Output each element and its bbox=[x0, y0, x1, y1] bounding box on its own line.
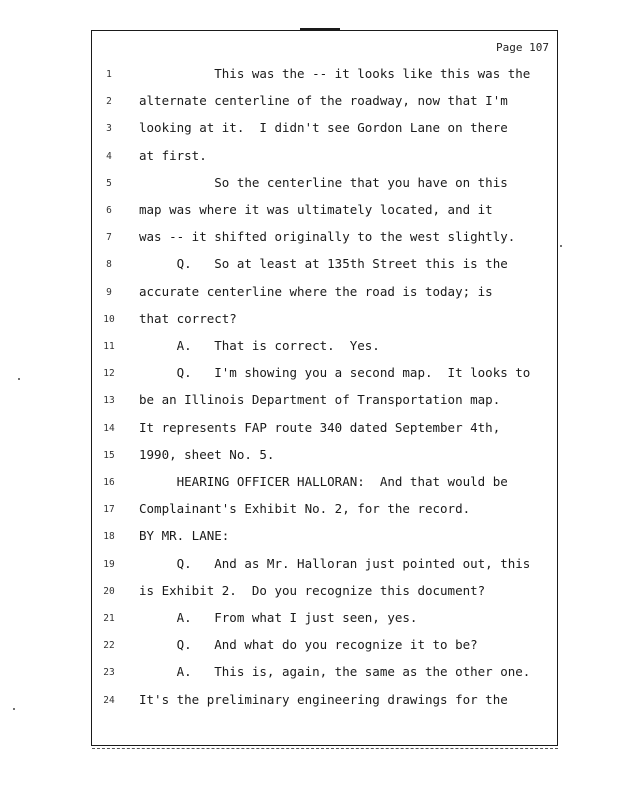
line-text: alternate centerline of the roadway, now that I'm bbox=[139, 93, 508, 109]
scan-speck bbox=[13, 708, 15, 710]
line-number: 6 bbox=[106, 205, 112, 216]
line-text: It represents FAP route 340 dated September 4th, bbox=[139, 419, 501, 435]
line-number: 2 bbox=[106, 96, 112, 108]
transcript-line bbox=[92, 664, 557, 684]
bottom-scan-border bbox=[92, 748, 558, 749]
line-number: 8 bbox=[106, 259, 112, 271]
line-number: 4 bbox=[106, 150, 112, 162]
line-text: Q. So at least at 135th Street this is the bbox=[139, 256, 508, 272]
transcript-line bbox=[92, 692, 557, 712]
transcript-line bbox=[92, 474, 557, 494]
line-number: 22 bbox=[103, 640, 115, 652]
line-text: So the centerline that you have on this bbox=[139, 174, 508, 190]
line-text: looking at it. I didn't see Gordon Lane on there bbox=[139, 120, 508, 136]
line-number: 18 bbox=[103, 531, 115, 543]
transcript-line bbox=[92, 229, 557, 249]
line-number: 13 bbox=[103, 395, 115, 407]
transcript-line bbox=[92, 93, 557, 113]
line-text: Q. And what do you recognize it to be? bbox=[139, 637, 478, 653]
transcript-line bbox=[92, 610, 557, 630]
line-text: that correct? bbox=[139, 310, 237, 326]
transcript-line bbox=[92, 175, 557, 195]
line-number: 7 bbox=[106, 232, 112, 244]
transcript-line bbox=[92, 120, 557, 140]
transcript-line bbox=[92, 148, 557, 168]
line-text: accurate centerline where the road is today; is bbox=[139, 283, 493, 299]
line-number: 12 bbox=[103, 368, 115, 380]
line-text: A. That is correct. Yes. bbox=[139, 338, 380, 353]
scan-speck bbox=[560, 245, 562, 247]
line-text: was -- it shifted originally to the west slightly. bbox=[139, 229, 516, 245]
transcript-line bbox=[92, 202, 557, 222]
transcript-line bbox=[92, 284, 557, 304]
transcript-line bbox=[92, 311, 557, 331]
scan-speck bbox=[18, 378, 20, 380]
transcript-line bbox=[92, 637, 557, 657]
transcript-body bbox=[92, 31, 557, 745]
line-text: Q. I'm showing you a second map. It looks to bbox=[139, 365, 531, 381]
line-text: A. This is, again, the same as the other one. bbox=[139, 664, 531, 680]
line-number: 1 bbox=[106, 69, 112, 80]
line-number: 3 bbox=[106, 123, 112, 135]
transcript-line bbox=[92, 338, 557, 358]
line-text: at first. bbox=[139, 147, 207, 163]
page-number: Page 107 bbox=[496, 41, 549, 54]
line-number: 19 bbox=[103, 558, 115, 570]
line-text: This was the -- it looks like this was the bbox=[139, 66, 531, 81]
line-text: BY MR. LANE: bbox=[139, 528, 230, 544]
line-number: 24 bbox=[103, 694, 115, 706]
line-text: map was where it was ultimately located, and it bbox=[139, 202, 493, 217]
transcript-line bbox=[92, 583, 557, 603]
line-number: 5 bbox=[106, 177, 112, 189]
transcript-page bbox=[91, 30, 558, 746]
line-number: 11 bbox=[103, 341, 115, 352]
line-number: 10 bbox=[103, 313, 115, 325]
transcript-line bbox=[92, 556, 557, 576]
transcript-line bbox=[92, 501, 557, 521]
transcript-line bbox=[92, 420, 557, 440]
line-text: It's the preliminary engineering drawings for the bbox=[139, 691, 508, 707]
line-number: 21 bbox=[103, 613, 115, 624]
line-number: 17 bbox=[103, 504, 115, 516]
transcript-line bbox=[92, 256, 557, 276]
transcript-line bbox=[92, 447, 557, 467]
line-text: be an Illinois Department of Transportation map. bbox=[139, 392, 501, 408]
line-text: A. From what I just seen, yes. bbox=[139, 610, 418, 625]
line-text: Complainant's Exhibit No. 2, for the record. bbox=[139, 501, 471, 517]
line-number: 9 bbox=[106, 286, 112, 298]
line-number: 20 bbox=[103, 585, 115, 597]
line-text: is Exhibit 2. Do you recognize this document? bbox=[139, 582, 486, 598]
transcript-line bbox=[92, 392, 557, 412]
line-number: 14 bbox=[103, 422, 115, 434]
line-number: 16 bbox=[103, 477, 115, 488]
line-number: 15 bbox=[103, 449, 115, 461]
transcript-line bbox=[92, 528, 557, 548]
transcript-line bbox=[92, 365, 557, 385]
line-text: Q. And as Mr. Halloran just pointed out, this bbox=[139, 555, 531, 571]
line-text: 1990, sheet No. 5. bbox=[139, 446, 275, 462]
line-text: HEARING OFFICER HALLORAN: And that would be bbox=[139, 474, 508, 489]
transcript-line bbox=[92, 66, 557, 86]
line-number: 23 bbox=[103, 667, 115, 679]
